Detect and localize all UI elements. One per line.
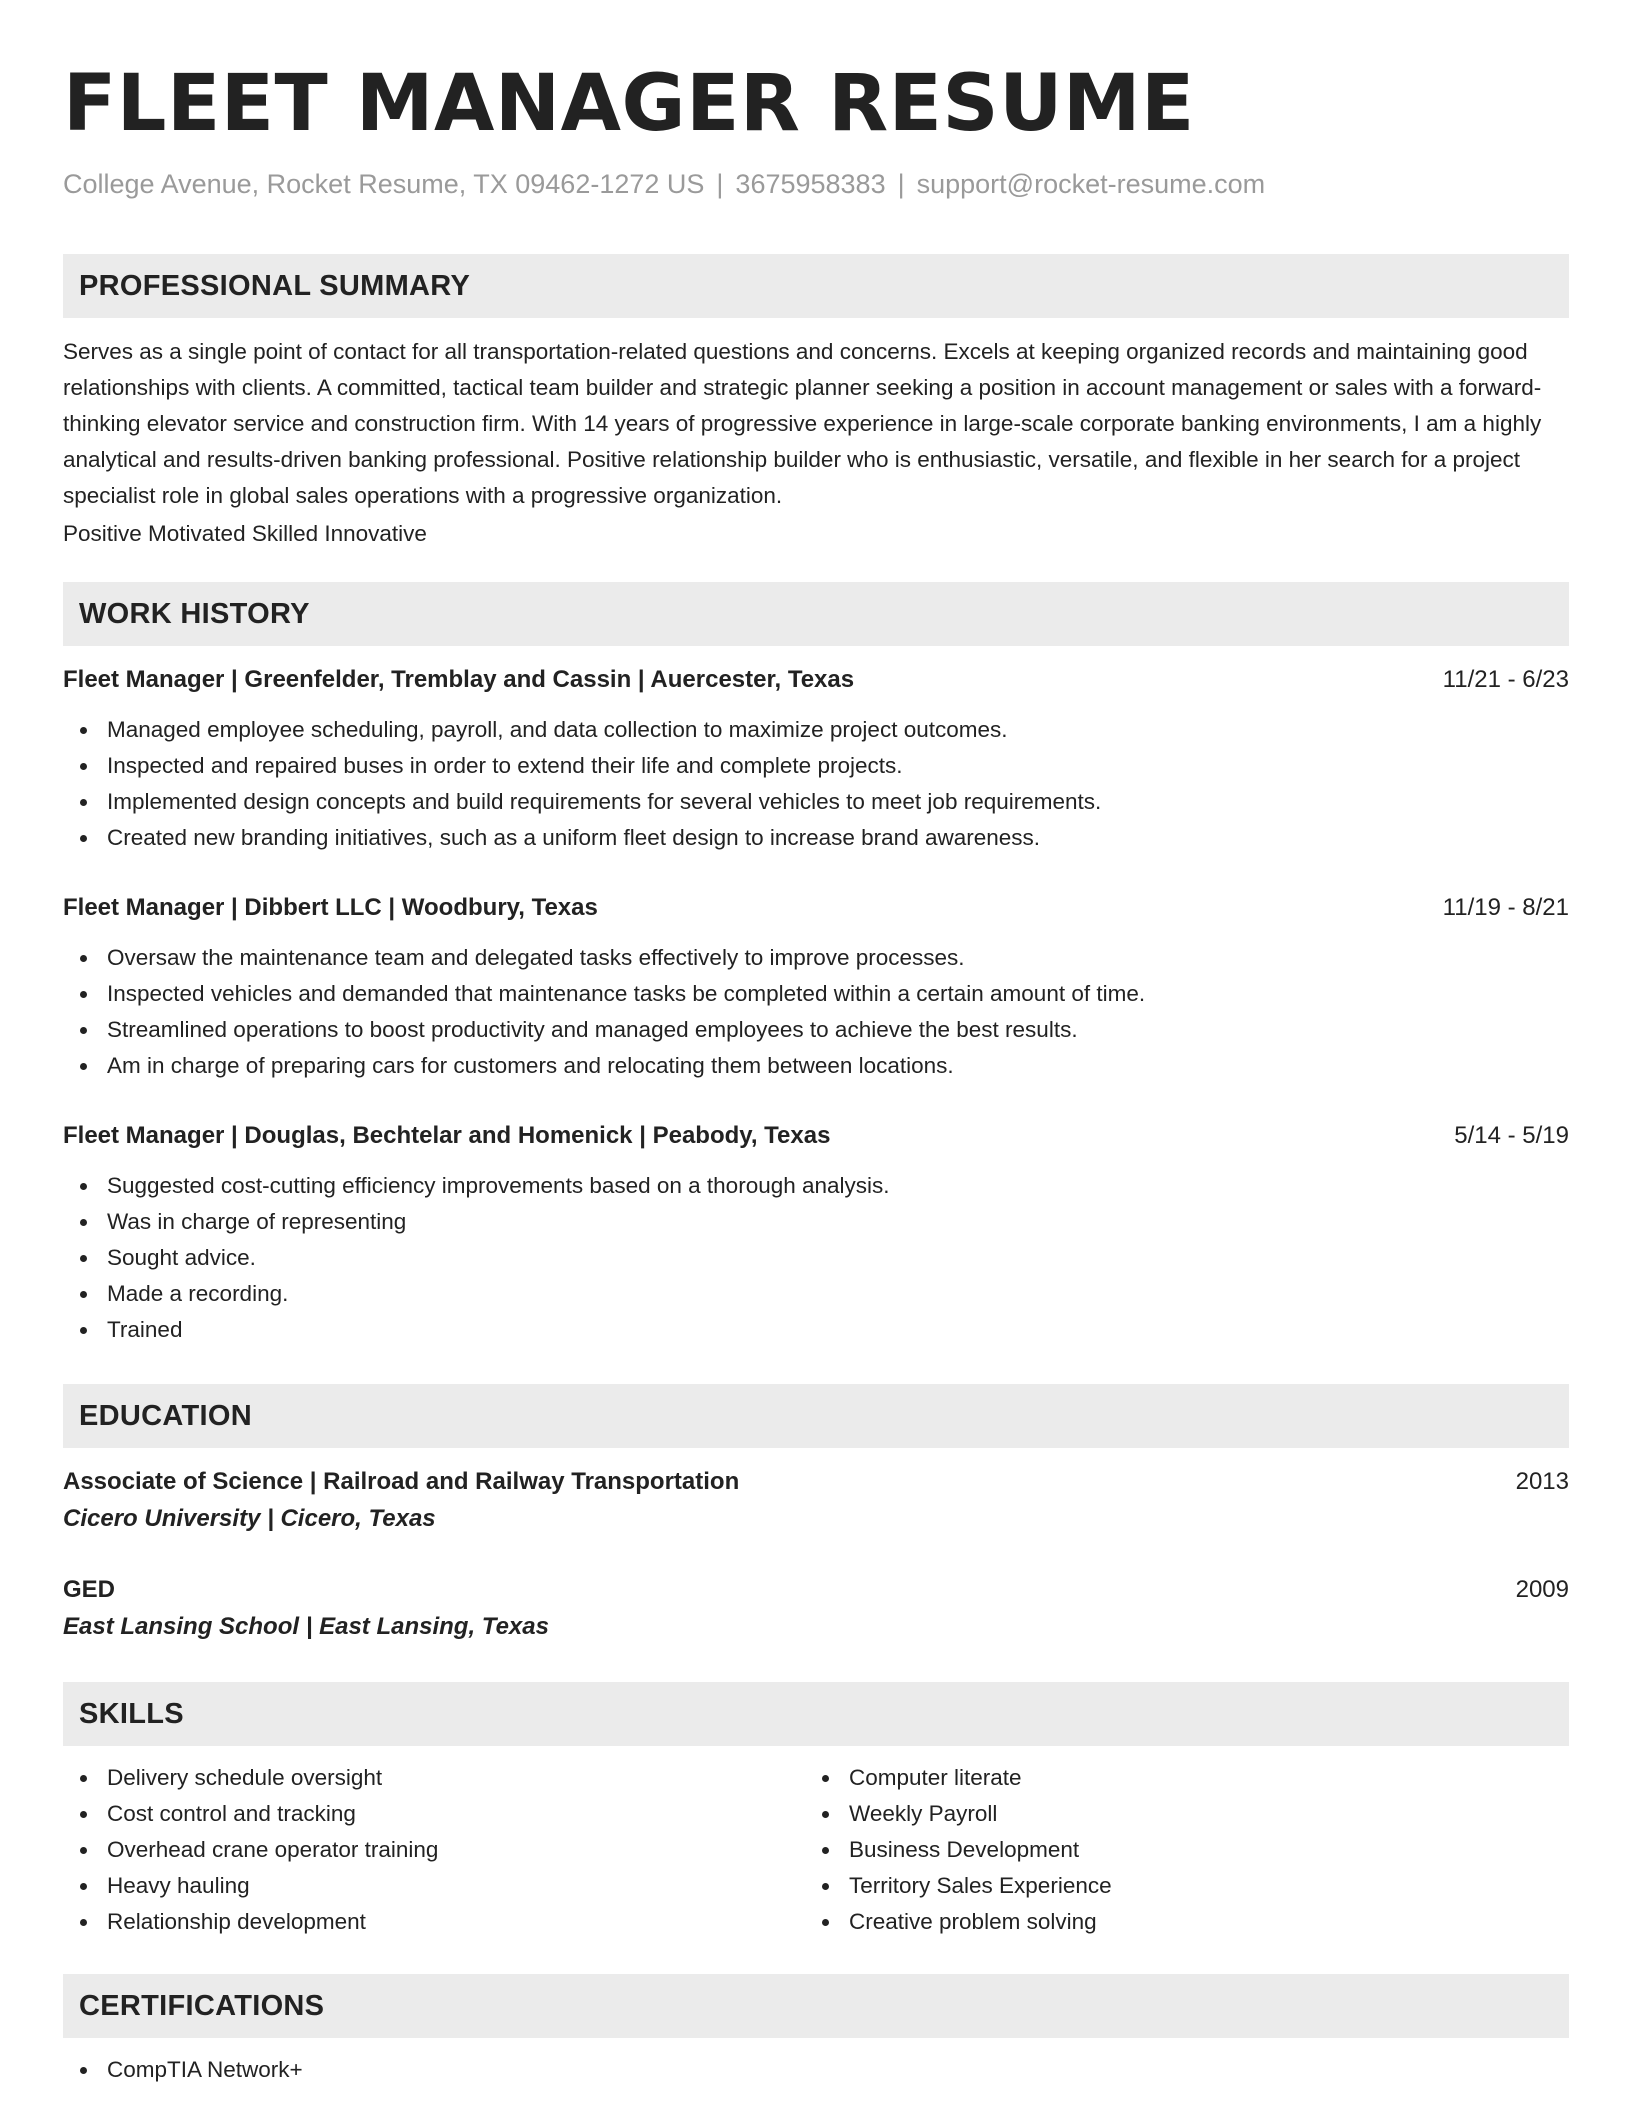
work-heading: WORK HISTORY xyxy=(79,597,310,630)
job-header-row xyxy=(63,662,1569,698)
skill-item: Territory Sales Experience xyxy=(805,1868,1547,1904)
skill-item: Relationship development xyxy=(63,1904,805,1940)
education-entry xyxy=(63,1464,1569,1538)
skill-item: Weekly Payroll xyxy=(805,1796,1547,1832)
education-degree: GED xyxy=(63,1576,116,1603)
contact-address: College Avenue, Rocket Resume, TX 09462-1272 US xyxy=(63,169,705,199)
job-title: Fleet Manager | Greenfelder, Tremblay and Cassin | Auercester, Texas xyxy=(63,666,855,693)
job-bullet: Implemented design concepts and build requirements for several vehicles to meet job requirements. xyxy=(63,784,1569,820)
job-bullet: Streamlined operations to boost productivity and managed employees to achieve the best results. xyxy=(63,1012,1569,1048)
skills-section-header xyxy=(63,1682,1569,1746)
certification-item: CompTIA Network+ xyxy=(63,2052,1569,2088)
education-year: 2013 xyxy=(1515,1468,1569,1495)
job-entry xyxy=(63,662,1569,856)
job-bullet: Sought advice. xyxy=(63,1240,1569,1276)
job-header-row xyxy=(63,1118,1569,1154)
contact-separator: | xyxy=(897,169,905,199)
job-dates: 5/14 - 5/19 xyxy=(1454,1122,1569,1149)
education-section-header xyxy=(63,1384,1569,1448)
certifications-body xyxy=(63,2052,1569,2088)
education-heading: EDUCATION xyxy=(79,1399,252,1432)
job-dates: 11/21 - 6/23 xyxy=(1442,666,1569,693)
education-degree: Associate of Science | Railroad and Railway Transportation xyxy=(63,1468,740,1495)
job-bullet: Created new branding initiatives, such as a uniform fleet design to increase brand awareness. xyxy=(63,820,1569,856)
skill-item: Overhead crane operator training xyxy=(63,1832,805,1868)
skill-item: Computer literate xyxy=(805,1760,1547,1796)
certifications-section-header xyxy=(63,1974,1569,2038)
contact-phone: 3675958383 xyxy=(735,169,886,199)
summary-body xyxy=(63,334,1569,552)
contact-email: support@rocket-resume.com xyxy=(916,169,1266,199)
job-bullet: Am in charge of preparing cars for customers and relocating them between locations. xyxy=(63,1048,1569,1084)
job-bullet: Inspected vehicles and demanded that maintenance tasks be completed within a certain amount of time. xyxy=(63,976,1569,1012)
contact-line xyxy=(63,166,1569,202)
job-bullet: Trained xyxy=(63,1312,1569,1348)
education-header-row xyxy=(63,1464,1569,1500)
contact-separator: | xyxy=(716,169,724,199)
work-section-header xyxy=(63,582,1569,646)
job-header-row xyxy=(63,890,1569,926)
job-entry xyxy=(63,1118,1569,1348)
education-year: 2009 xyxy=(1515,1576,1569,1603)
skill-item: Creative problem solving xyxy=(805,1904,1547,1940)
job-title: Fleet Manager | Douglas, Bechtelar and Homenick | Peabody, Texas xyxy=(63,1122,831,1149)
skills-columns xyxy=(63,1760,1569,1940)
education-header-row xyxy=(63,1572,1569,1608)
education-school: East Lansing School | East Lansing, Texas xyxy=(63,1613,549,1640)
job-bullet: Suggested cost-cutting efficiency improvements based on a thorough analysis. xyxy=(63,1168,1569,1204)
resume-title: FLEET MANAGER RESUME xyxy=(63,59,1195,149)
skills-left-list xyxy=(63,1760,805,1940)
summary-section-header xyxy=(63,254,1569,318)
job-title: Fleet Manager | Dibbert LLC | Woodbury, Texas xyxy=(63,894,598,921)
job-dates: 11/19 - 8/21 xyxy=(1442,894,1569,921)
job-bullet: Was in charge of representing xyxy=(63,1204,1569,1240)
education-entry xyxy=(63,1572,1569,1646)
skill-item: Business Development xyxy=(805,1832,1547,1868)
education-school: Cicero University | Cicero, Texas xyxy=(63,1505,436,1532)
certifications-heading: CERTIFICATIONS xyxy=(79,1989,325,2022)
certifications-list xyxy=(63,2052,1569,2088)
job-bullet: Oversaw the maintenance team and delegated tasks effectively to improve processes. xyxy=(63,940,1569,976)
job-bullet: Inspected and repaired buses in order to extend their life and complete projects. xyxy=(63,748,1569,784)
skills-heading: SKILLS xyxy=(79,1697,184,1730)
job-bullet: Managed employee scheduling, payroll, and data collection to maximize project outcomes. xyxy=(63,712,1569,748)
summary-heading: PROFESSIONAL SUMMARY xyxy=(79,269,471,302)
skill-item: Cost control and tracking xyxy=(63,1796,805,1832)
job-entry xyxy=(63,890,1569,1084)
job-bullet: Made a recording. xyxy=(63,1276,1569,1312)
summary-traits: Positive Motivated Skilled Innovative xyxy=(63,521,427,546)
skill-item: Heavy hauling xyxy=(63,1868,805,1904)
skill-item: Delivery schedule oversight xyxy=(63,1760,805,1796)
skills-right-list xyxy=(805,1760,1547,1940)
job-bullet-list xyxy=(63,940,1569,1084)
job-bullet-list xyxy=(63,1168,1569,1348)
summary-text: Serves as a single point of contact for all transportation-related questions and concerns. Excels at keeping organized records and maintaining good relationships with clients. A committed, tactical team builder and strategic planner seeking a position in account management or sales with a forward-thinking elevator service and construction firm. With 14 years of progressive experience in large-scale corporate banking environments, I am a highly analytical and results-driven banking professional. Positive relationship builder who is enthusiastic, versatile, and flexible in her search for a project specialist role in global sales operations with a progressive organization. xyxy=(63,339,1542,508)
job-bullet-list xyxy=(63,712,1569,856)
